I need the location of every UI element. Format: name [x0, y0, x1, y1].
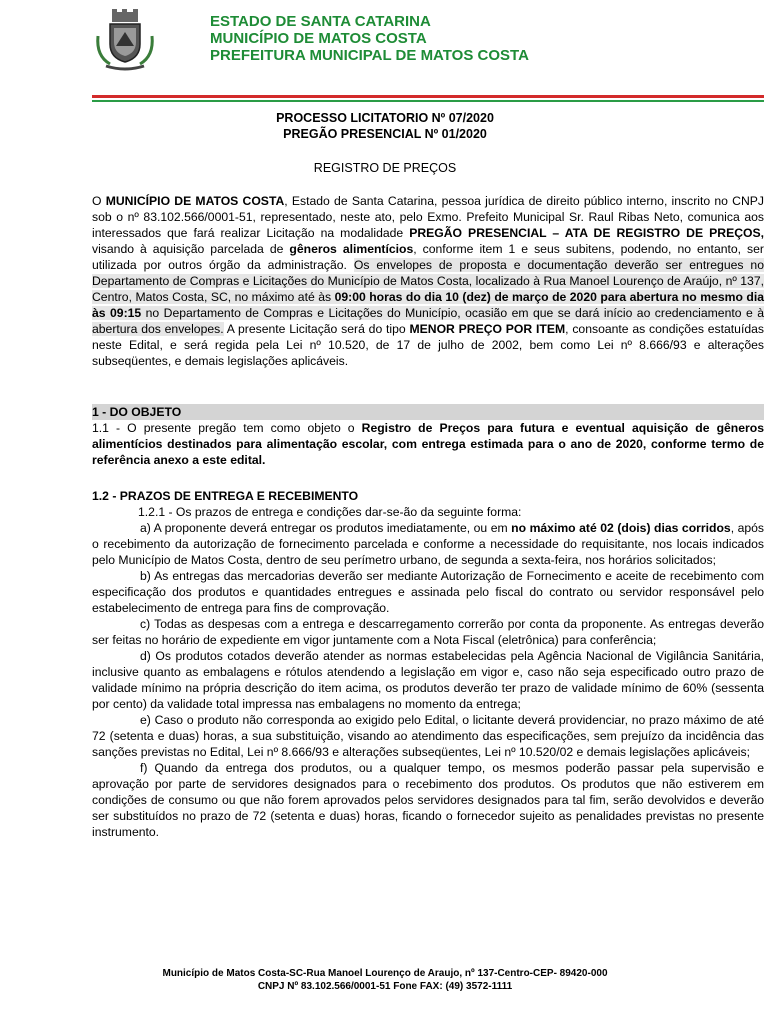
item-d: d) Os produtos cotados deverão atender as normas estabelecidas pela Agência Nacional de Vigilância Sanitária, inclusive quanto as embalagens e rótulos atendendo a legislação em vigor e, caso não seja especificado outro prazo de validade mínimo na própria descrição do item acima, os produtos deverão ter prazo de validade mínimo de 60% (sessenta por cento) da validade total impressa nas embalagens no momento da entrega;	[92, 649, 764, 711]
header-block	[210, 13, 529, 64]
item-a: a) A proponente deverá entregar os produtos imediatamente, ou em no máximo até 02 (dois) dias corridos, após o recebimento da autorização de fornecimento parcelada e conforme a necessidade do requisitante, nos locais indicados pelo Município de Matos Costa, dentro de seu perímetro urbano, de segunda a sexta-feira, nos horários solicitados;	[92, 521, 765, 567]
item-1-2-1: 1.2.1 - Os prazos de entrega e condições dar-se-ão da seguinte forma:	[138, 505, 522, 519]
header-rule-green	[92, 100, 764, 102]
process-number: PROCESSO LICITATORIO Nº 07/2020	[276, 111, 494, 125]
section-prazos	[92, 488, 764, 840]
highlighted-deadline-text: Os envelopes de proposta e documentação deverão ser entregues no Departamento de Compras e Licitações do Município de Matos Costa, localizado à Rua Manoel Lourenço de Araújo, nº 137, Centro, Matos Costa, SC, no máximo até às 09:00 horas do dia 10 (dez) de março de 2020 para abertura no mesmo dia às 09:15 no Departamento de Compras e Licitações do Município, ocasião em que se dará início ao credenciamento e à abertura dos envelopes.	[92, 258, 764, 336]
section-heading-objeto: 1 - DO OBJETO	[92, 404, 764, 420]
header-rule-red	[92, 95, 764, 98]
intro-paragraph: O MUNICÍPIO DE MATOS COSTA, Estado de Santa Catarina, pessoa jurídica de direito público interno, inscrito no CNPJ sob o nº 83.102.566/0001-51, representado, neste ato, pelo Exmo. Prefeito Municipal Sr. Raul Ribas Neto, comunica aos interessados que fará realizar Licitação na modalidade PREGÃO PRESENCIAL – ATA DE REGISTRO DE PREÇOS, visando à aquisição parcelada de gêneros alimentícios, conforme item 1 e seus subitens, podendo, no entanto, ser utilizada por outros órgão da administração. Os envelopes de proposta e documentação deverão ser entregues no Departamento de Compras e Licitações do Município de Matos Costa, localizado à Rua Manoel Lourenço de Araújo, nº 137, Centro, Matos Costa, SC, no máximo até às 09:00 horas do dia 10 (dez) de março de 2020 para abertura no mesmo dia às 09:15 no Departamento de Compras e Licitações do Município, ocasião em que se dará início ao credenciamento e à abertura dos envelopes. A presente Licitação será do tipo MENOR PREÇO POR ITEM, consoante as condições estatuídas neste Edital, e será regida pela Lei nº 10.520, de 17 de julho de 2002, bem como Lei nº 8.666/93 e alterações subseqüentes, e demais legislações aplicáveis.	[92, 194, 764, 368]
coat-of-arms-icon	[92, 6, 158, 72]
header-prefecture: PREFEITURA MUNICIPAL DE MATOS COSTA	[210, 47, 529, 64]
section-heading-prazos: 1.2 - PRAZOS DE ENTREGA E RECEBIMENTO	[92, 489, 359, 503]
footer-address: Município de Matos Costa-SC-Rua Manoel Lourenço de Araujo, nº 137-Centro-CEP- 89420-000	[162, 968, 608, 979]
item-f: f) Quando da entrega dos produtos, ou a qualquer tempo, os mesmos poderão passar pela supervisão e aprovação por parte de servidores designados para o recebimento dos produtos. Os produtos que não estiverem em condições de consumo ou que não forem aprovados pelos servidores designados para tal fim, serão devolvidos e deverão ser substituídos no prazo de 72 (setenta e duas) horas, ficando o fornecedor sujeito as penalidades previstas no presente instrumento.	[92, 761, 764, 839]
item-e: e) Caso o produto não corresponda ao exigido pelo Edital, o licitante deverá providenciar, no prazo máximo de até 72 (setenta e duas) horas, a sua substituição, visando ao atendimento das especificações, sem prejuízo da incidência das sanções previstas no Edital, Lei nº 8.666/93 e alterações subseqüentes, Lei nº 10.520/02 e demais legislações aplicáveis;	[92, 713, 764, 759]
item-b: b) As entregas das mercadorias deverão ser mediante Autorização de Fornecimento e aceite de recebimento com especificação dos produtos e quantidades entregues e assinada pelo fiscal do contrato ou servidor responsável pelo estabelecimento de entrega para fins de comprovação.	[92, 569, 764, 615]
pregao-number: PREGÃO PRESENCIAL Nº 01/2020	[283, 127, 487, 141]
header-state: ESTADO DE SANTA CATARINA	[210, 13, 431, 30]
item-c: c) Todas as despesas com a entrega e descarregamento correrão por conta da proponente. As entregas deverão ser feitas no horário de expediente em vigor juntamente com a Nota Fiscal (eletrônica) para conferência;	[92, 617, 764, 647]
header-municipality: MUNICÍPIO DE MATOS COSTA	[210, 30, 427, 47]
document-subtitle: REGISTRO DE PREÇOS	[313, 161, 457, 175]
footer	[0, 967, 770, 993]
section-objeto: 1 - DO OBJETO 1.1 - O presente pregão tem como objeto o Registro de Preços para futura e eventual aquisição de gêneros alimentícios destinados para alimentação escolar, com entrega estimada para o ano de 2020, conforme termo de referência anexo a este edital.	[92, 405, 764, 467]
document-title	[0, 110, 770, 142]
footer-cnpj: CNPJ Nº 83.102.566/0001-51 Fone FAX: (49) 3572-1111	[257, 981, 513, 992]
